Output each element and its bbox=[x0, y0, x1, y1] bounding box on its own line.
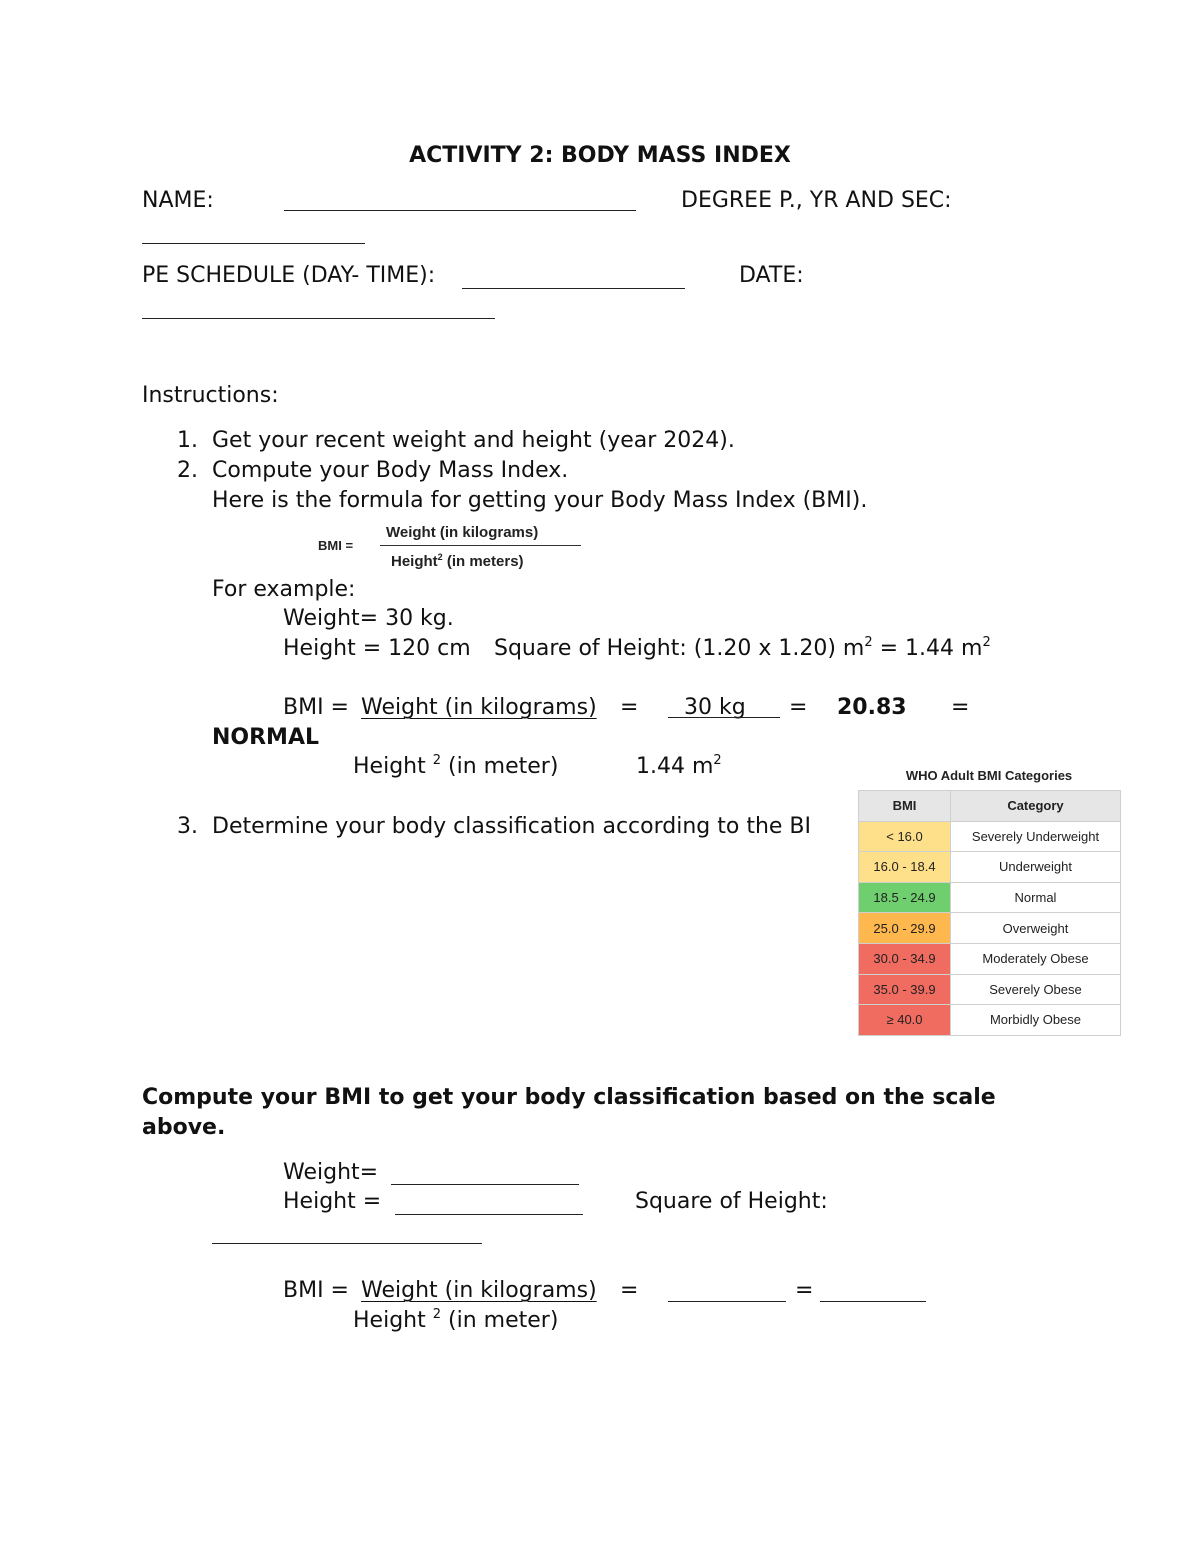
table-row bbox=[859, 852, 1121, 883]
example-square-of-height: Square of Height: (1.20 x 1.20) $m^2 = 1.44$ $m^2$ bbox=[494, 635, 991, 661]
compute-heading-line-2: above. bbox=[142, 1115, 226, 1140]
table-row bbox=[859, 943, 1121, 974]
compute-weight-label: Weight= bbox=[283, 1160, 379, 1185]
compute-weight-blank[interactable] bbox=[391, 1184, 579, 1185]
bmi-category-cell: Underweight bbox=[951, 852, 1121, 883]
bmi-range-cell: < 16.0 bbox=[859, 821, 951, 852]
bmi-formula bbox=[318, 524, 588, 574]
table-row bbox=[859, 1005, 1121, 1036]
example-bmi-numerator: Weight (in kilograms) bbox=[361, 695, 597, 720]
compute-heading-line-1: Compute your BMI to get your body classification based on the scale bbox=[142, 1085, 996, 1110]
table-row bbox=[859, 882, 1121, 913]
compute-result-blank[interactable] bbox=[820, 1301, 926, 1302]
bmi-category-cell: Normal bbox=[951, 882, 1121, 913]
compute-square-label: Square of Height: bbox=[635, 1189, 828, 1214]
compute-value-blank[interactable] bbox=[668, 1301, 786, 1302]
bmi-range-cell: 30.0 - 34.9 bbox=[859, 943, 951, 974]
compute-bmi-label: BMI = bbox=[283, 1278, 349, 1303]
example-bmi-result: 20.83 bbox=[837, 695, 907, 720]
example-classification: NORMAL bbox=[212, 725, 319, 750]
table-header-row bbox=[859, 791, 1121, 822]
bmi-table-title: WHO Adult BMI Categories bbox=[905, 768, 1073, 783]
instructions-heading: Instructions: bbox=[142, 383, 279, 408]
bmi-category-cell: Severely Obese bbox=[951, 974, 1121, 1005]
example-height: Height = 120 cm bbox=[283, 636, 471, 661]
bmi-range-cell: 35.0 - 39.9 bbox=[859, 974, 951, 1005]
formula-denominator: Height$^2$ (in meters) bbox=[391, 552, 524, 570]
date-blank-line[interactable] bbox=[142, 318, 495, 319]
compute-equals-2: = bbox=[795, 1278, 814, 1303]
compute-equals-1: = bbox=[620, 1278, 639, 1303]
table-row bbox=[859, 821, 1121, 852]
bmi-range-cell: ≥ 40.0 bbox=[859, 1005, 951, 1036]
name-label: NAME: bbox=[142, 188, 214, 213]
table-row bbox=[859, 974, 1121, 1005]
example-heading: For example: bbox=[212, 577, 356, 602]
bmi-category-cell: Morbidly Obese bbox=[951, 1005, 1121, 1036]
bmi-category-cell: Overweight bbox=[951, 913, 1121, 944]
bmi-category-cell: Moderately Obese bbox=[951, 943, 1121, 974]
schedule-label: PE SCHEDULE (DAY- TIME): bbox=[142, 263, 436, 288]
step-2-number: 2. bbox=[177, 458, 198, 483]
bmi-category-cell: Severely Underweight bbox=[951, 821, 1121, 852]
schedule-blank-line[interactable] bbox=[462, 288, 685, 289]
bmi-categories-table bbox=[858, 790, 1121, 1036]
bmi-range-cell: 25.0 - 29.9 bbox=[859, 913, 951, 944]
compute-bmi-denominator: Height $^2$ (in meter) bbox=[353, 1307, 559, 1333]
formula-fraction-bar bbox=[380, 545, 581, 546]
example-weight: Weight= 30 kg. bbox=[283, 606, 454, 631]
degree-blank-line[interactable] bbox=[142, 243, 365, 244]
example-value-underline bbox=[668, 717, 780, 718]
example-value-denominator: 1.44 $m^2$ bbox=[636, 753, 722, 779]
page-title: ACTIVITY 2: BODY MASS INDEX bbox=[409, 143, 791, 168]
name-blank-line[interactable] bbox=[284, 210, 636, 211]
degree-label: DEGREE P., YR AND SEC: bbox=[681, 188, 952, 213]
table-header-category: Category bbox=[951, 791, 1121, 822]
example-equals-2: = bbox=[789, 695, 808, 720]
compute-square-blank[interactable] bbox=[212, 1243, 482, 1244]
bmi-range-cell: 16.0 - 18.4 bbox=[859, 852, 951, 883]
formula-label: BMI = bbox=[318, 538, 354, 553]
example-bmi-denominator: Height $^2$ (in meter) bbox=[353, 753, 559, 779]
compute-height-blank[interactable] bbox=[395, 1214, 583, 1215]
table-header-bmi: BMI bbox=[859, 791, 951, 822]
step-3-text: Determine your body classification according to the BI bbox=[212, 814, 811, 839]
step-2-text: Compute your Body Mass Index. bbox=[212, 458, 569, 483]
step-1-number: 1. bbox=[177, 428, 198, 453]
date-label: DATE: bbox=[739, 263, 804, 288]
example-bmi-label: BMI = bbox=[283, 695, 349, 720]
formula-intro: Here is the formula for getting your Body Mass Index (BMI). bbox=[212, 488, 868, 513]
bmi-range-cell: 18.5 - 24.9 bbox=[859, 882, 951, 913]
example-value-numerator: 30 kg bbox=[684, 695, 746, 720]
compute-height-label: Height = bbox=[283, 1189, 382, 1214]
step-3-number: 3. bbox=[177, 814, 198, 839]
example-equals-1: = bbox=[620, 695, 639, 720]
table-row bbox=[859, 913, 1121, 944]
formula-numerator: Weight (in kilograms) bbox=[386, 524, 539, 541]
step-1-text: Get your recent weight and height (year 2024). bbox=[212, 428, 735, 453]
example-equals-3: = bbox=[951, 695, 970, 720]
compute-bmi-numerator: Weight (in kilograms) bbox=[361, 1278, 597, 1303]
